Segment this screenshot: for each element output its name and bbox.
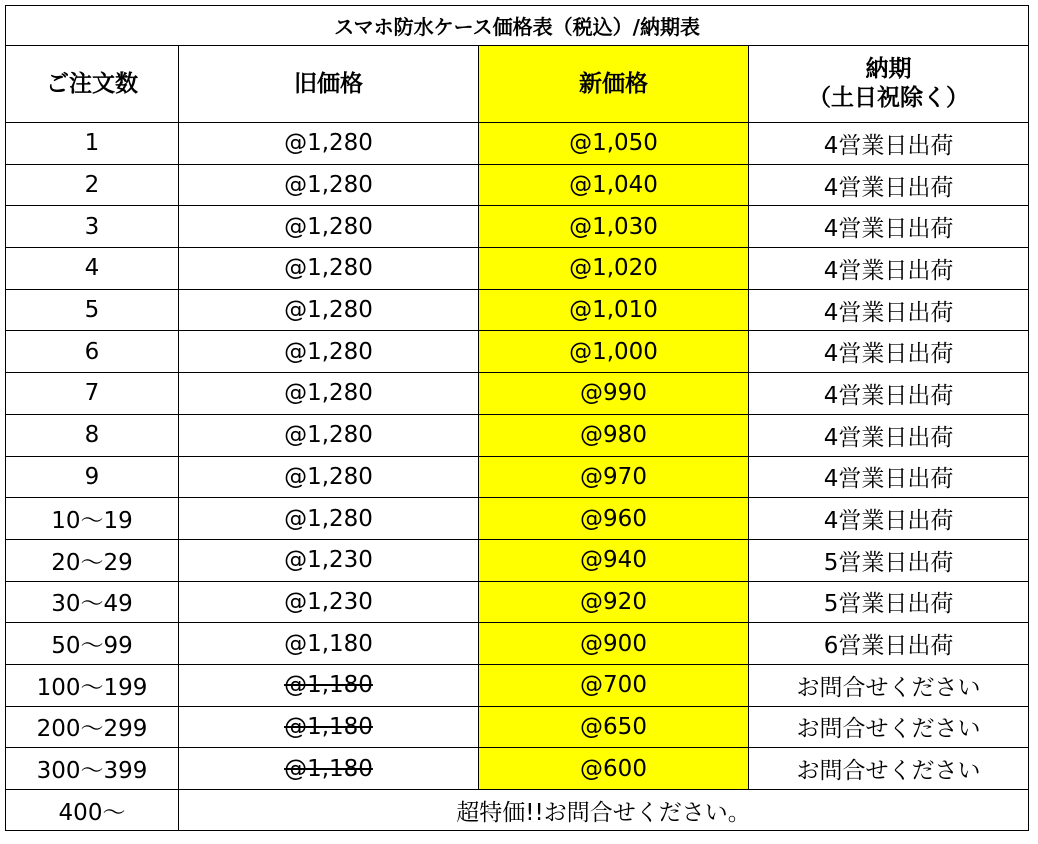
lead-time-cell: お問合せください [749, 664, 1029, 706]
new-price-cell: @600 [479, 748, 749, 790]
table-title: スマホ防水ケース価格表（税込）/納期表 [6, 6, 1029, 46]
table-row [6, 539, 1029, 581]
header-row [6, 46, 1029, 123]
new-price-cell: @980 [479, 414, 749, 456]
lead-time-cell: 4営業日出荷 [749, 373, 1029, 415]
table-row [6, 248, 1029, 290]
new-price-cell: @650 [479, 706, 749, 748]
old-price-cell: @1,180 [179, 664, 479, 706]
old-price-cell: @1,180 [179, 623, 479, 665]
quantity-cell: 2 [6, 164, 179, 206]
quantity-cell: 3 [6, 206, 179, 248]
header-old-price: 旧価格 [179, 46, 479, 123]
old-price-cell: @1,230 [179, 539, 479, 581]
header-lead-time-line2: （土日祝除く） [808, 85, 970, 111]
old-price-cell: @1,180 [179, 706, 479, 748]
new-price-cell: @920 [479, 581, 749, 623]
lead-time-cell: 5営業日出荷 [749, 581, 1029, 623]
lead-time-cell: 4営業日出荷 [749, 206, 1029, 248]
quantity-cell: 100～199 [6, 664, 179, 706]
lead-time-cell: 4営業日出荷 [749, 248, 1029, 290]
table-row [6, 581, 1029, 623]
new-price-cell: @1,030 [479, 206, 749, 248]
table-row-last [6, 790, 1029, 831]
old-price-cell: @1,280 [179, 248, 479, 290]
header-new-price: 新価格 [479, 46, 749, 123]
table-row [6, 331, 1029, 373]
new-price-cell: @900 [479, 623, 749, 665]
quantity-cell: 300～399 [6, 748, 179, 790]
lead-time-cell: 4営業日出荷 [749, 331, 1029, 373]
lead-time-cell: 4営業日出荷 [749, 456, 1029, 498]
quantity-cell: 4 [6, 248, 179, 290]
table-row [6, 498, 1029, 540]
quantity-cell: 7 [6, 373, 179, 415]
table-row [6, 456, 1029, 498]
lead-time-cell: 4営業日出荷 [749, 164, 1029, 206]
header-quantity: ご注文数 [6, 46, 179, 123]
table-row [6, 748, 1029, 790]
header-lead-time-line1: 納期 [865, 56, 912, 83]
lead-time-cell: 4営業日出荷 [749, 498, 1029, 540]
old-price-cell: @1,280 [179, 373, 479, 415]
new-price-cell: @1,010 [479, 289, 749, 331]
old-price-cell: @1,280 [179, 164, 479, 206]
title-row [6, 6, 1029, 46]
quantity-cell: 1 [6, 123, 179, 165]
table-row [6, 414, 1029, 456]
quantity-cell: 6 [6, 331, 179, 373]
new-price-cell: @990 [479, 373, 749, 415]
quantity-cell: 50～99 [6, 623, 179, 665]
table-row [6, 123, 1029, 165]
price-table [5, 5, 1029, 831]
lead-time-cell: 5営業日出荷 [749, 539, 1029, 581]
old-price-cell: @1,280 [179, 456, 479, 498]
quantity-cell: 30～49 [6, 581, 179, 623]
table-row [6, 206, 1029, 248]
old-price-cell: @1,280 [179, 331, 479, 373]
lead-time-cell: お問合せください [749, 706, 1029, 748]
table-row [6, 373, 1029, 415]
new-price-cell: @960 [479, 498, 749, 540]
quantity-cell: 20～29 [6, 539, 179, 581]
lead-time-cell: 6営業日出荷 [749, 623, 1029, 665]
old-price-cell: @1,280 [179, 289, 479, 331]
old-price-cell: @1,280 [179, 206, 479, 248]
lead-time-cell: 4営業日出荷 [749, 414, 1029, 456]
old-price-cell: @1,280 [179, 414, 479, 456]
new-price-cell: @940 [479, 539, 749, 581]
quantity-cell: 10～19 [6, 498, 179, 540]
special-price-note: 超特価!!お問合せください。 [179, 790, 1029, 831]
new-price-cell: @1,050 [479, 123, 749, 165]
header-lead-time [749, 46, 1029, 123]
quantity-cell: 400～ [6, 790, 179, 831]
lead-time-cell: 4営業日出荷 [749, 123, 1029, 165]
table-row [6, 289, 1029, 331]
new-price-cell: @700 [479, 664, 749, 706]
old-price-cell: @1,230 [179, 581, 479, 623]
table-row [6, 664, 1029, 706]
quantity-cell: 8 [6, 414, 179, 456]
old-price-cell: @1,280 [179, 123, 479, 165]
quantity-cell: 200～299 [6, 706, 179, 748]
new-price-cell: @1,020 [479, 248, 749, 290]
quantity-cell: 5 [6, 289, 179, 331]
table-row [6, 706, 1029, 748]
new-price-cell: @1,040 [479, 164, 749, 206]
old-price-cell: @1,280 [179, 498, 479, 540]
old-price-cell: @1,180 [179, 748, 479, 790]
new-price-cell: @970 [479, 456, 749, 498]
new-price-cell: @1,000 [479, 331, 749, 373]
quantity-cell: 9 [6, 456, 179, 498]
table-row [6, 623, 1029, 665]
lead-time-cell: 4営業日出荷 [749, 289, 1029, 331]
lead-time-cell: お問合せください [749, 748, 1029, 790]
table-row [6, 164, 1029, 206]
